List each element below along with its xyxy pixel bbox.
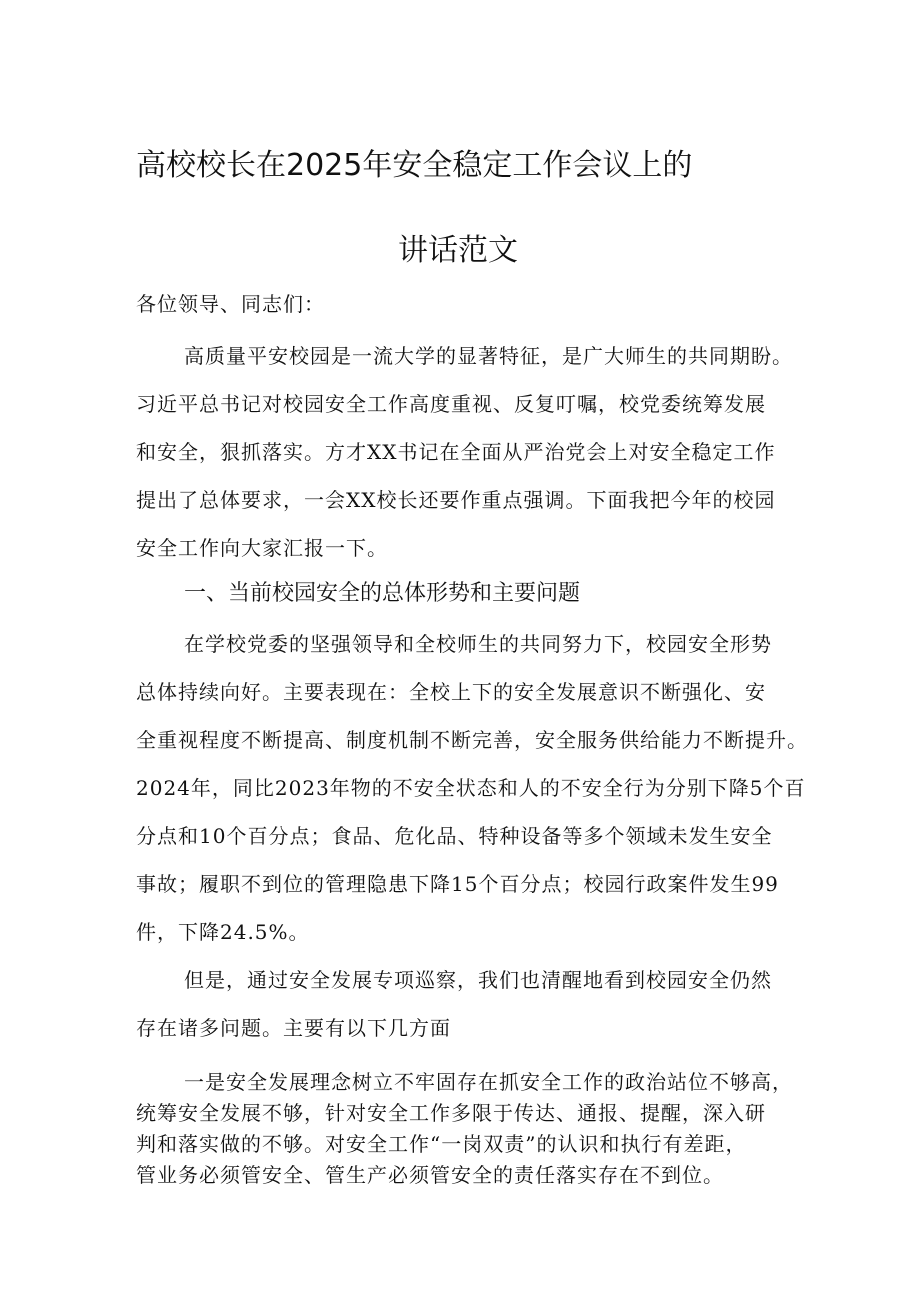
para2-line: 分点和10个百分点；食品、危化品、特种设备等多个领域未发生安全	[136, 824, 773, 848]
section1-heading: 一、当前校园安全的总体形势和主要问题	[184, 581, 581, 606]
para1-line: 高质量平安校园是一流大学的显著特征，是广大师生的共同期盼。	[184, 344, 793, 368]
para2-line: 全重视程度不断提高、制度机制不断完善，安全服务供给能力不断提升。	[136, 728, 808, 752]
para3-line: 存在诸多问题。主要有以下几方面	[136, 1016, 451, 1040]
para1-line: 提出了总体要求，一会XX校长还要作重点强调。下面我把今年的校园	[136, 488, 776, 512]
para2-line: 2024年，同比2023年物的不安全状态和人的不安全行为分别下降5个百	[136, 776, 806, 800]
para1-line: 安全工作向大家汇报一下。	[136, 536, 388, 560]
para3-line: 但是，通过安全发展专项巡察，我们也清醒地看到校园安全仍然	[184, 968, 772, 992]
para2-line: 在学校党委的坚强领导和全校师生的共同努力下，校园安全形势	[184, 632, 772, 656]
salutation: 各位领导、同志们：	[136, 292, 325, 316]
document-title-line1: 高校校长在2025年安全稳定工作会议上的	[136, 148, 693, 183]
para4-line: 一是安全发展理念树立不牢固存在抓安全工作的政治站位不够高，	[184, 1070, 793, 1094]
para1-line: 习近平总书记对校园安全工作高度重视、反复叮嘱，校党委统筹发展	[136, 392, 766, 416]
para1-line: 和安全，狠抓落实。方才XX书记在全面从严治党会上对安全稳定工作	[136, 440, 776, 464]
para4-line: 统筹安全发展不够，针对安全工作多限于传达、通报、提醒，深入研	[136, 1101, 766, 1125]
para4-line: 判和落实做的不够。对安全工作“一岗双责”的认识和执行有差距，	[136, 1132, 747, 1156]
para2-line: 总体持续向好。主要表现在：全校上下的安全发展意识不断强化、安	[136, 680, 766, 704]
para4-line: 管业务必须管安全、管生产必须管安全的责任落实存在不到位。	[136, 1163, 724, 1187]
para2-line: 事故；履职不到位的管理隐患下降15个百分点；校园行政案件发生99	[136, 872, 779, 896]
document-title-line2: 讲话范文	[398, 233, 518, 268]
para2-line: 件，下降24.5%。	[136, 920, 310, 944]
